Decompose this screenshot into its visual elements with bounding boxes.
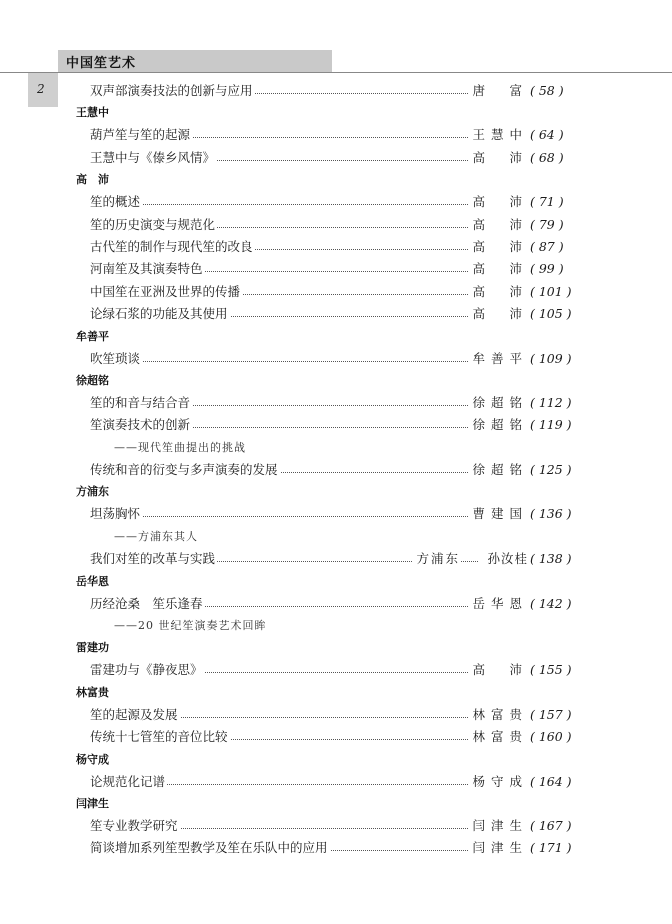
toc-entry[interactable]	[90, 303, 590, 325]
section-author-heading: 方浦东	[76, 485, 109, 499]
entry-author: 高 沛	[468, 258, 528, 280]
entry-page-number: ( 64 )	[530, 127, 564, 143]
page-number: 2	[37, 82, 45, 96]
entry-page-number: ( 171 )	[530, 840, 572, 856]
entry-title: 双声部演奏技法的创新与应用	[90, 80, 255, 102]
toc-entry[interactable]	[90, 214, 590, 236]
entry-page-number: ( 138 )	[530, 551, 572, 567]
entry-author: 曹建国	[468, 503, 528, 525]
toc-entry[interactable]	[90, 392, 590, 414]
section-author-heading: 杨守成	[76, 752, 109, 766]
dot-leader	[90, 516, 478, 517]
entry-author: 高 沛	[468, 147, 528, 169]
entry-title: 葫芦笙与笙的起源	[90, 124, 192, 146]
entry-subtitle: ——现代笙曲提出的挑战	[114, 440, 246, 454]
entry-author: 王慧中	[468, 124, 528, 146]
entry-page-number: ( 105 )	[530, 306, 572, 322]
entry-author: 高 沛	[468, 303, 528, 325]
entry-author: 闫津生	[468, 815, 528, 837]
entry-page-number: ( 157 )	[530, 706, 572, 722]
entry-page-number: ( 167 )	[530, 817, 572, 833]
entry-title: 笙专业教学研究	[90, 815, 180, 837]
entry-page-number: ( 109 )	[530, 350, 572, 366]
entry-page-number: ( 101 )	[530, 283, 572, 299]
section-author-heading: 闫津生	[76, 796, 109, 810]
entry-author: 徐超铭	[468, 414, 528, 436]
entry-title: 坦荡胸怀	[90, 503, 142, 525]
toc-entry[interactable]	[90, 191, 590, 213]
entry-title: 简谈增加系列笙型教学及笙在乐队中的应用	[90, 837, 330, 859]
entry-title: 笙的历史演变与规范化	[90, 214, 217, 236]
entry-page-number: ( 164 )	[530, 773, 572, 789]
toc-entry[interactable]	[90, 503, 590, 525]
entry-title: 古代笙的制作与现代笙的改良	[90, 236, 255, 258]
header-rule	[0, 72, 672, 73]
entry-title: 中国笙在亚洲及世界的传播	[90, 281, 242, 303]
toc-entry[interactable]	[90, 726, 590, 748]
entry-title: 王慧中与《傣乡风情》	[90, 147, 217, 169]
entry-title: 传统和音的衍变与多声演奏的发展	[90, 459, 280, 481]
section-author-heading: 岳华恩	[76, 574, 109, 588]
entry-page-number: ( 119 )	[530, 417, 572, 433]
dot-leader	[90, 361, 478, 362]
entry-author: 高 沛	[468, 191, 528, 213]
entry-title: 雷建功与《静夜思》	[90, 659, 205, 681]
toc-entry[interactable]	[90, 414, 590, 436]
entry-author: 唐 富	[468, 80, 528, 102]
toc-entry[interactable]	[90, 459, 590, 481]
book-title: 中国笙艺术	[66, 56, 137, 71]
entry-title: 吹笙琐谈	[90, 348, 142, 370]
entry-subtitle: ——方浦东其人	[114, 529, 198, 543]
toc-entry[interactable]	[90, 348, 590, 370]
entry-author: 高 沛	[468, 281, 528, 303]
toc-entry[interactable]	[90, 80, 590, 102]
section-author-heading: 徐超铭	[76, 373, 109, 387]
entry-title: 笙演奏技术的创新	[90, 414, 192, 436]
toc-entry[interactable]	[90, 258, 590, 280]
entry-page-number: ( 112 )	[530, 394, 572, 410]
entry-author: 方浦东	[412, 548, 460, 570]
entry-title: 河南笙及其演奏特色	[90, 258, 205, 280]
entry-page-number: ( 79 )	[530, 216, 564, 232]
toc-entry[interactable]	[90, 837, 590, 859]
section-author-heading: 林富贵	[76, 685, 109, 699]
entry-page-number: ( 68 )	[530, 149, 564, 165]
entry-author: 闫津生	[468, 837, 528, 859]
entry-title: 我们对笙的改革与实践	[90, 548, 217, 570]
entry-title: 论规范化记谱	[90, 771, 167, 793]
entry-page-number: ( 99 )	[530, 261, 564, 277]
entry-title: 论绿石浆的功能及其使用	[90, 303, 230, 325]
entry-page-number: ( 136 )	[530, 506, 572, 522]
entry-author: 林富贵	[468, 726, 528, 748]
section-author-heading: 牟善平	[76, 329, 109, 343]
entry-author: 牟善平	[468, 348, 528, 370]
entry-author: 岳华恩	[468, 593, 528, 615]
entry-page-number: ( 125 )	[530, 462, 572, 478]
entry-author: 徐超铭	[468, 392, 528, 414]
dot-leader	[90, 204, 478, 205]
entry-author: 杨守成	[468, 771, 528, 793]
toc-entry[interactable]	[90, 815, 590, 837]
section-author-heading: 高 沛	[76, 173, 109, 187]
entry-page-number: ( 155 )	[530, 662, 572, 678]
toc-entry[interactable]	[90, 124, 590, 146]
toc-entry[interactable]	[90, 548, 590, 570]
entry-page-number: ( 71 )	[530, 194, 564, 210]
section-author-heading: 王慧中	[76, 106, 109, 120]
entry-title: 笙的起源及发展	[90, 704, 180, 726]
toc-entry[interactable]	[90, 147, 590, 169]
entry-author: 高 沛	[468, 214, 528, 236]
entry-title: 历经沧桑 笙乐逢春	[90, 593, 205, 615]
entry-title: 笙的和音与结合音	[90, 392, 192, 414]
entry-page-number: ( 160 )	[530, 729, 572, 745]
toc-entry[interactable]	[90, 236, 590, 258]
toc-entry[interactable]	[90, 659, 590, 681]
entry-page-number: ( 142 )	[530, 595, 572, 611]
entry-author: 高 沛	[468, 659, 528, 681]
entry-author: 林富贵	[468, 704, 528, 726]
entry-title: 笙的概述	[90, 191, 142, 213]
entry-page-number: ( 58 )	[530, 83, 564, 98]
toc-entry[interactable]	[90, 704, 590, 726]
toc-entry[interactable]	[90, 281, 590, 303]
table-of-contents	[0, 80, 672, 860]
entry-subtitle: ——20 世纪笙演奏艺术回眸	[114, 619, 267, 633]
entry-title: 传统十七管笙的音位比较	[90, 726, 230, 748]
toc-entry[interactable]	[90, 771, 590, 793]
toc-entry[interactable]	[90, 593, 590, 615]
entry-author: 高 沛	[468, 236, 528, 258]
entry-page-number: ( 87 )	[530, 238, 564, 254]
entry-author: 徐超铭	[468, 459, 528, 481]
entry-coauthor: 孙汝桂	[483, 548, 528, 570]
section-author-heading: 雷建功	[76, 641, 109, 655]
